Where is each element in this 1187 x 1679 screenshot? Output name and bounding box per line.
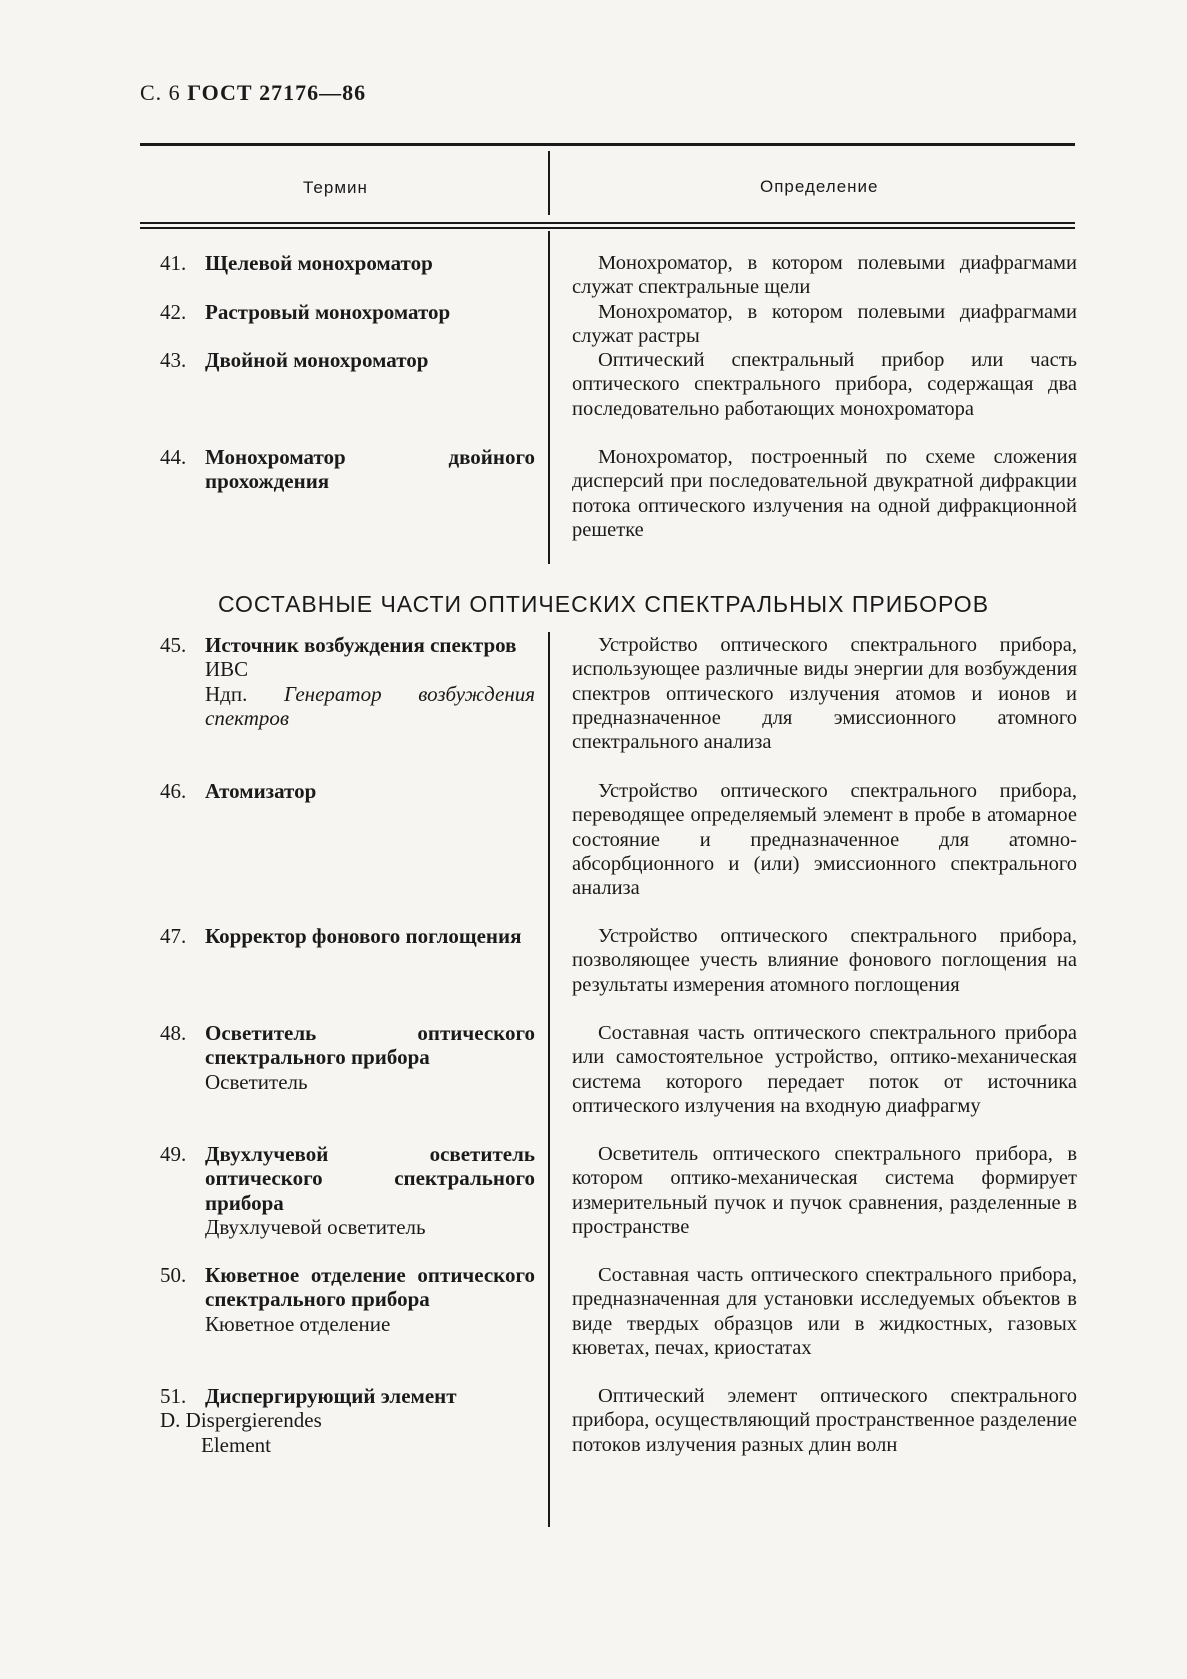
entry-number: 46. xyxy=(160,779,187,803)
term: Диспергирующий элемент xyxy=(205,1384,457,1408)
deprecated-term xyxy=(205,682,535,731)
foreign-equivalent-cont: Element xyxy=(201,1432,271,1457)
foreign-equivalent: D. Dispergierendes xyxy=(160,1408,322,1433)
term-short-form: Двухлучевой осветитель xyxy=(205,1214,426,1239)
entry-number: 50. xyxy=(160,1263,187,1287)
definition: Монохроматор, в котором полевыми диафрагмами служат растры xyxy=(572,301,1077,348)
column-divider-lower xyxy=(548,632,550,1527)
entry-number: 42. xyxy=(160,300,187,324)
term: Двухлучевой осветитель оптического спектрального прибора xyxy=(205,1142,535,1215)
definition: Устройство оптического спектрального прибора, использующее различные виды энергии для возбуждения спектров оптического излучения атомов и ионов и предназначенное для эмиссионного атомного спектрального анализа xyxy=(572,634,1077,754)
term: Двойной монохроматор xyxy=(205,348,429,372)
term: Монохроматор двойного прохождения xyxy=(205,445,535,494)
page-number: С. 6 xyxy=(140,80,181,105)
entry-number: 44. xyxy=(160,445,187,469)
entry-number: 43. xyxy=(160,348,187,372)
entry-number: 41. xyxy=(160,251,187,275)
term-column-header: Термин xyxy=(303,178,368,197)
definition: Оптический элемент оптического спектрального прибора, осуществляющий пространственное разделение потоков излучения разных длин волн xyxy=(572,1385,1077,1456)
term: Источник возбуждения спектров xyxy=(205,633,517,657)
definition: Составная часть оптического спектрального прибора или самостоятельное устройство, оптико-механическая система которого передает поток от источника оптического излучения на входную диафрагму xyxy=(572,1022,1077,1117)
definition: Составная часть оптического спектрального прибора, предназначенная для установки исследуемых объектов в виде твердых образцов или в жидкостных, газовых кюветах, печах, криостатах xyxy=(572,1264,1077,1359)
header-rule-1 xyxy=(140,222,1075,224)
definition-column-header: Определение xyxy=(760,177,879,196)
entry-number: 45. xyxy=(160,633,187,657)
section-title: СОСТАВНЫЕ ЧАСТИ ОПТИЧЕСКИХ СПЕКТРАЛЬНЫХ ПРИБОРОВ xyxy=(217,591,990,617)
term: Щелевой монохроматор xyxy=(205,251,433,275)
definition: Монохроматор, в котором полевыми диафрагмами служат спектральные щели xyxy=(572,252,1077,299)
header-rule-2 xyxy=(140,227,1075,229)
term: Растровый монохроматор xyxy=(205,300,451,324)
standard-code: ГОСТ 27176—86 xyxy=(187,80,367,105)
term-short-form: Осветитель xyxy=(205,1069,308,1094)
term: Кюветное отделение оптического спектрального прибора xyxy=(205,1263,535,1312)
entry-number: 49. xyxy=(160,1142,187,1166)
term: Атомизатор xyxy=(205,779,317,803)
table-top-rule xyxy=(140,143,1075,146)
term: Корректор фонового поглощения xyxy=(205,924,522,948)
term-short-form: Кюветное отделение xyxy=(205,1311,391,1336)
definition: Осветитель оптического спектрального прибора, в котором оптико-механическая система формирует измерительный пучок и пучок сравнения, разделенные в пространстве xyxy=(572,1143,1077,1238)
definition: Устройство оптического спектрального прибора, переводящее определяемый элемент в пробе в атомарное состояние и предназначенное для атомно-абсорбционного и (или) эмиссионного спектрального анализа xyxy=(572,780,1077,900)
entry-number: 48. xyxy=(160,1021,187,1045)
term-abbreviation: ИВС xyxy=(205,657,249,682)
deprecated-term-text: Генератор возбуждения спектров xyxy=(205,681,536,730)
column-divider-upper xyxy=(548,231,550,564)
column-divider-top xyxy=(548,151,550,215)
term: Осветитель оптического спектрального прибора xyxy=(205,1021,535,1070)
deprecated-label: Ндп. xyxy=(205,681,248,706)
page-header xyxy=(140,80,366,106)
definition: Оптический спектральный прибор или часть оптического спектрального прибора, содержащая два последовательно работающих монохроматора xyxy=(572,349,1077,420)
definition: Устройство оптического спектрального прибора, позволяющее учесть влияние фонового поглощения на результаты измерения атомного поглощения xyxy=(572,925,1077,996)
entry-number: 47. xyxy=(160,924,187,948)
entry-number: 51. xyxy=(160,1384,187,1408)
definition: Монохроматор, построенный по схеме сложения дисперсий при последовательной двукратной дифракции потока оптического излучения на одной дифракционной решетке xyxy=(572,446,1077,541)
